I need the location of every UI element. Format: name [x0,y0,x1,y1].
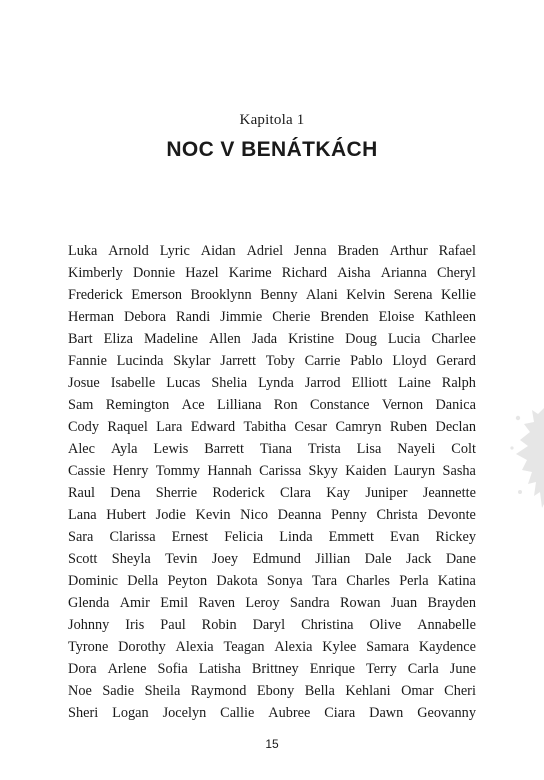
word: Lisa [356,441,382,457]
word: Ebony [256,683,295,699]
word: Lara [156,419,183,435]
word: Annabelle [417,617,476,633]
word: Shelia [211,375,248,391]
word: Dena [110,485,141,501]
word: Toby [265,353,295,369]
word: Dale [364,551,392,567]
word: Felicia [224,529,264,545]
word: Tiana [259,441,292,457]
word: Iris [125,617,145,633]
word: Robin [201,617,237,633]
word: Sherrie [155,485,198,501]
word: Tevin [165,551,198,567]
word: Randi [176,309,211,325]
word: Amir [119,595,150,611]
word: Constance [309,397,370,413]
word: Raven [198,595,235,611]
word: Logan [112,705,149,721]
word: Cherie [272,309,311,325]
word: Dorothy [118,639,166,655]
word: Skyy [308,463,338,479]
word: Charlee [431,331,476,347]
word: Penny [331,507,367,523]
word: Charles [346,573,390,589]
word: Alexia [175,639,214,655]
word: Christina [301,617,354,633]
word: Pablo [350,353,383,369]
word: Brayden [427,595,476,611]
word: Sasha [442,463,476,479]
word: Donnie [132,265,176,281]
word: Arianna [380,265,427,281]
word: Kylee [322,639,357,655]
word: Trista [307,441,341,457]
word: Ayla [110,441,138,457]
chapter-title: NOC V BENÁTKÁCH [166,138,378,161]
word: Edmund [252,551,301,567]
text-line [68,636,476,658]
word: Joey [211,551,239,567]
word: Arthur [389,243,428,259]
word: Declan [435,419,476,435]
word: Deanna [277,507,322,523]
word: Kaydence [418,639,476,655]
word: Juan [390,595,418,611]
word: Danica [435,397,476,413]
word: Braden [337,243,379,259]
word: Kristine [288,331,335,347]
word: Latisha [198,661,241,677]
word: Kelvin [346,287,386,303]
word: Raymond [190,683,247,699]
word: Vernon [381,397,424,413]
word: Lucas [166,375,201,391]
word: Clara [280,485,311,501]
word: Emerson [131,287,183,303]
word: Aubree [268,705,311,721]
word: Jenna [294,243,327,259]
word: Ron [273,397,298,413]
word: Sonya [266,573,303,589]
word: Colt [451,441,476,457]
word: Raquel [107,419,148,435]
page-number: 15 [265,737,279,751]
word: Doug [345,331,377,347]
word: Nayeli [397,441,436,457]
word: Juniper [365,485,408,501]
word: Carrie [304,353,341,369]
word: Lana [68,507,97,523]
word: Lilliana [216,397,262,413]
word: Rickey [435,529,476,545]
word: Jocelyn [162,705,207,721]
word: Karime [228,265,272,281]
word: Geovanny [417,705,476,721]
text-line [68,372,476,394]
word: Roderick [212,485,265,501]
word: Linda [279,529,313,545]
word: Henry [112,463,149,479]
text-line [68,284,476,306]
text-line [68,482,476,504]
word: Remington [105,397,170,413]
word: Gerard [436,353,476,369]
word: Callie [220,705,255,721]
word: Benny [260,287,298,303]
word: Carissa [259,463,302,479]
word: Jodie [155,507,186,523]
word: Jimmie [220,309,263,325]
word: Eliza [103,331,133,347]
word: Ralph [441,375,476,391]
word: Laine [398,375,431,391]
word: Aidan [200,243,236,259]
word: Katina [437,573,476,589]
word: Sheri [68,705,99,721]
word: Ace [181,397,205,413]
word: Kay [326,485,351,501]
word: Tyrone [68,639,109,655]
word: Rafael [438,243,476,259]
word: Ruben [389,419,428,435]
word: Richard [281,265,328,281]
word: Olive [369,617,402,633]
word: Jack [406,551,432,567]
word: Serena [393,287,433,303]
word: Teagan [223,639,265,655]
word: Scott [68,551,98,567]
word: Kellie [440,287,476,303]
word: Tara [311,573,338,589]
word: June [449,661,476,677]
word: Cheryl [436,265,476,281]
text-line [68,614,476,636]
word: Samara [366,639,410,655]
word: Omar [401,683,434,699]
word: Kathleen [424,309,476,325]
text-line [68,306,476,328]
word: Bella [304,683,335,699]
word: Leroy [245,595,280,611]
word: Sara [68,529,94,545]
word: Jillian [315,551,351,567]
word: Terry [366,661,397,677]
word: Cesar [294,419,328,435]
word: Alec [68,441,95,457]
word: Johnny [68,617,110,633]
word: Lewis [153,441,189,457]
word: Sadie [102,683,135,699]
word: Lynda [258,375,294,391]
word: Paul [160,617,186,633]
text-line [68,658,476,680]
word: Cheri [444,683,476,699]
word: Brenden [320,309,369,325]
word: Emmett [328,529,374,545]
word: Kevin [195,507,231,523]
word: Allen [208,331,241,347]
word: Dominic [68,573,119,589]
word: Ernest [171,529,209,545]
text-line [68,504,476,526]
chapter-label: Kapitola 1 [239,112,305,128]
word: Madeline [143,331,198,347]
ink-splash-decoration [494,400,544,520]
word: Alani [305,287,338,303]
text-line [68,680,476,702]
word: Kimberly [68,265,123,281]
word: Devonte [427,507,476,523]
word: Elliott [351,375,388,391]
word: Sheila [144,683,181,699]
word: Barrett [204,441,244,457]
word: Kaiden [345,463,387,479]
text-line [68,394,476,416]
word: Dora [68,661,97,677]
word: Enrique [309,661,355,677]
body-text [68,240,476,724]
word: Alexia [274,639,313,655]
word: Hubert [106,507,146,523]
text-line [68,702,476,724]
word: Kehlani [345,683,391,699]
text-line [68,438,476,460]
word: Fannie [68,353,107,369]
word: Sofia [157,661,188,677]
word: Sheyla [111,551,151,567]
word: Lyric [159,243,190,259]
word: Peyton [167,573,208,589]
word: Sandra [289,595,330,611]
word: Cody [68,419,99,435]
text-line [68,460,476,482]
word: Lucinda [116,353,164,369]
text-line [68,240,476,262]
word: Isabelle [110,375,156,391]
word: Luka [68,243,98,259]
word: Sam [68,397,94,413]
word: Ciara [324,705,356,721]
word: Hazel [185,265,219,281]
word: Lloyd [392,353,427,369]
word: Camryn [335,419,382,435]
text-line [68,570,476,592]
word: Tabitha [243,419,287,435]
word: Emil [160,595,189,611]
word: Bart [68,331,93,347]
word: Dane [445,551,476,567]
word: Edward [190,419,236,435]
text-line [68,548,476,570]
word: Lucia [387,331,421,347]
word: Daryl [252,617,286,633]
text-line [68,592,476,614]
word: Jeannette [422,485,476,501]
text-line [68,328,476,350]
word: Jarrod [304,375,341,391]
word: Rowan [340,595,381,611]
word: Della [127,573,159,589]
word: Josue [68,375,100,391]
word: Herman [68,309,115,325]
word: Glenda [68,595,110,611]
word: Tommy [155,463,200,479]
word: Eloise [378,309,415,325]
word: Frederick [68,287,123,303]
text-line [68,262,476,284]
word: Christa [376,507,418,523]
word: Aisha [337,265,371,281]
word: Brittney [251,661,299,677]
word: Perla [399,573,429,589]
text-line [68,526,476,548]
text-line [68,350,476,372]
word: Lauryn [393,463,436,479]
word: Noe [68,683,92,699]
word: Hannah [207,463,252,479]
word: Arnold [108,243,149,259]
text-line [68,416,476,438]
word: Brooklynn [190,287,252,303]
word: Nico [240,507,268,523]
word: Evan [390,529,420,545]
word: Clarissa [109,529,156,545]
word: Debora [124,309,167,325]
word: Dawn [369,705,404,721]
word: Cassie [68,463,106,479]
word: Raul [68,485,96,501]
word: Arlene [107,661,147,677]
word: Carla [407,661,439,677]
word: Adriel [246,243,284,259]
word: Dakota [216,573,258,589]
word: Jada [251,331,278,347]
word: Jarrett [220,353,256,369]
word: Skylar [173,353,211,369]
